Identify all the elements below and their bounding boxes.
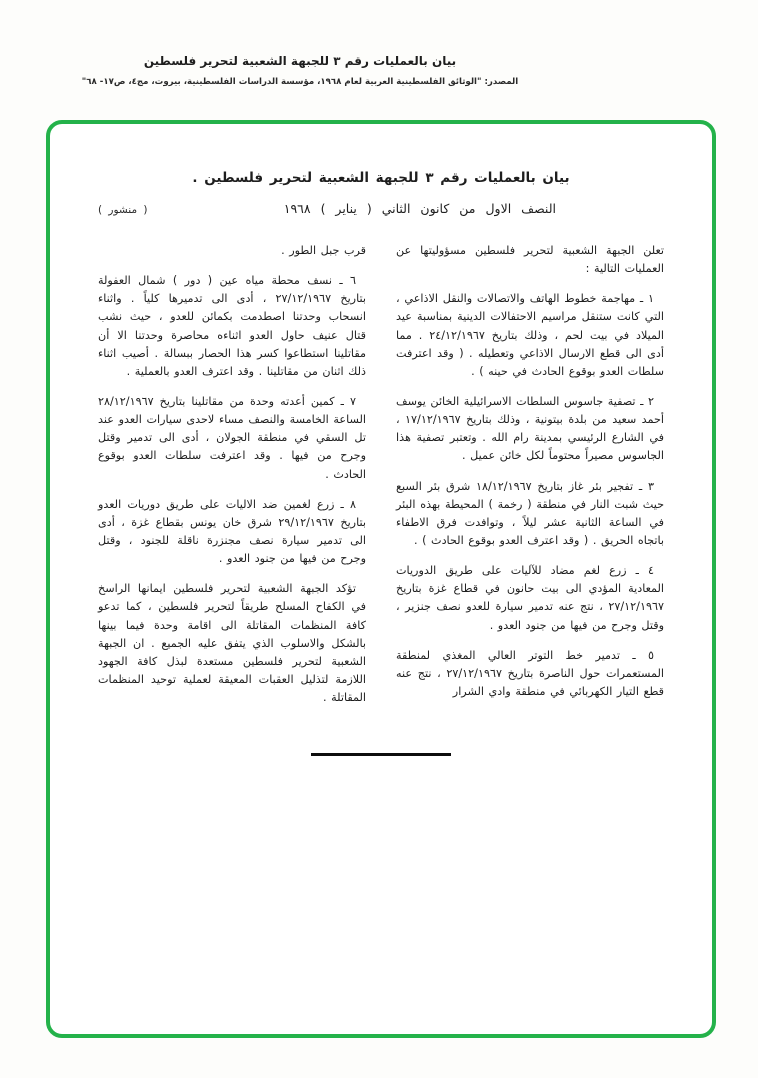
operation-7-paragraph: ٧ ـ كمين أعدته وحدة من مقاتلينا بتاريخ ٢٨/١٢/١٩٦٧ الساعة الخامسة والنصف مساء لاحدى سيارات العدو عند تل السقي في منطقة الجولان ، أدى الى تدمير وقتل وجرح من فيها . وقد اعترفت سلطات العدو بوقوع الحادث .: [98, 394, 366, 481]
column-left: [98, 242, 366, 719]
operation-6-paragraph: ٦ ـ نسف محطة مياه عين ( دور ) شمال العفولة بتاريخ ٢٧/١٢/١٩٦٧ ، أدى الى تدميرها كلياً . واثناء انسحاب وحدتنا اصطدمت بكمائن للعدو ، حيث نشب قتال عنيف حاول العدو اثناءه محاصرة وحدتنا الا أن مقاتلينا استطاعوا كسر هذا الحصار ببسالة . أصيب اثناء ذلك اثنان من مقاتلينا . وقد اعترف العدو بالعملية .: [98, 274, 366, 378]
publication-note: ( منشور ): [98, 204, 148, 216]
operation-1-paragraph: ١ ـ مهاجمة خطوط الهاتف والاتصالات والنقل الاذاعي ، التي كانت ستنقل مراسيم الاحتفالات الدينية بمناسبة عيد الميلاد في بيت لحم ، وذلك بتاريخ ٢٤/١٢/١٩٦٧ . مما أدى الى قطع الارسال الاذاعي وتعطيله . ( وقد اعترفت سلطات العدو بوقوع الحادث في حينه ) .: [396, 292, 664, 378]
page-header-source: المصدر: "الوثائق الفلسطينية العربية لعام ١٩٦٨، مؤسسة الدراسات الفلسطينية، بيروت، مج٤، ص١٧- ٦٨": [81, 77, 519, 87]
operation-3-paragraph: ٣ ـ تفجير بئر غاز بتاريخ ١٨/١٢/١٩٦٧ شرق بئر السبع حيث شبت النار في منطقة ( رخمة ) المحيطة بهذه البئر في الساعة الثانية عشر ليلاً ، وتوافدت فرق الاطفاء باتجاه الحريق . ( وقد اعترف العدو بوقوع الحادث ) .: [396, 479, 664, 547]
operation-4-paragraph: ٤ ـ زرع لغم مضاد للآليات على طريق الدوريات المعادية المؤدي الى بيت حانون في قطاع غزة بتاريخ ٢٧/١٢/١٩٦٧ ، نتج عنه تدمير سيارة للعدو نصف جنزير ، وقتل وجرح من فيها من جنود العدو .: [396, 564, 664, 632]
page-header-title: بيان بالعمليات رقم ٣ للجبهة الشعبية لتحرير فلسطين: [143, 54, 457, 68]
column-right: [396, 242, 664, 719]
document-subtitle: النصف الاول من كانون الثاني ( يناير ) ١٩٦٨: [283, 201, 556, 216]
text-columns: [98, 242, 664, 719]
operation-5-paragraph: ٥ ـ تدمير خط التوتر العالي المغذي لمنطقة المستعمرات حول الناصرة بتاريخ ٢٧/١٢/١٩٦٧ ، نتج عنه قطع التيار الكهربائي في منطقة وادي الشرار: [396, 648, 664, 698]
page-header: [0, 0, 600, 87]
document-frame: [46, 120, 716, 1038]
document-title: بيان بالعمليات رقم ٣ للجبهة الشعبية لتحرير فلسطين .: [192, 170, 570, 186]
intro-paragraph: تعلن الجبهة الشعبية لتحرير فلسطين مسؤوليتها عن العمليات التالية :: [396, 244, 664, 276]
continuation-paragraph: قرب جبل الطور .: [281, 244, 366, 257]
closing-paragraph: تؤكد الجبهة الشعبية لتحرير فلسطين ايمانها الراسخ في الكفاح المسلح طريقاً لتحرير فلسطين ، كما تدعو كافة المنظمات المقاتلة الى اقامة وحدة فيما بينها بالشكل والاسلوب الذي يتفق عليه الجميع . ان الجبهة الشعبية لتحرير فلسطين مستعدة لبذل كافة الجهود اللازمة لتذليل العقبات المعيقة لعملية توحيد المنظمات المقاتلة .: [98, 582, 366, 705]
end-divider: [311, 753, 451, 756]
operation-8-paragraph: ٨ ـ زرع لغمين ضد الاليات على طريق دوريات العدو بتاريخ ٢٩/١٢/١٩٦٧ شرق خان يونس بقطاع غزة ، أدى الى تدمير سيارة نصف مجنزرة ناقلة للجنود ، وقتل وجرح من فيها من جنود العدو .: [98, 497, 366, 566]
operation-2-paragraph: ٢ ـ تصفية جاسوس السلطات الاسرائيلية الخائن يوسف أحمد سعيد من بلدة بيتونية ، وذلك بتاريخ ١٧/١٢/١٩٦٧ ، في الشارع الرئيسي بمدينة رام الله . وتعتبر تصفية هذا الجاسوس مصيراً محتوماً لكل خائن عميل .: [396, 394, 664, 463]
subtitle-row: [98, 201, 664, 216]
